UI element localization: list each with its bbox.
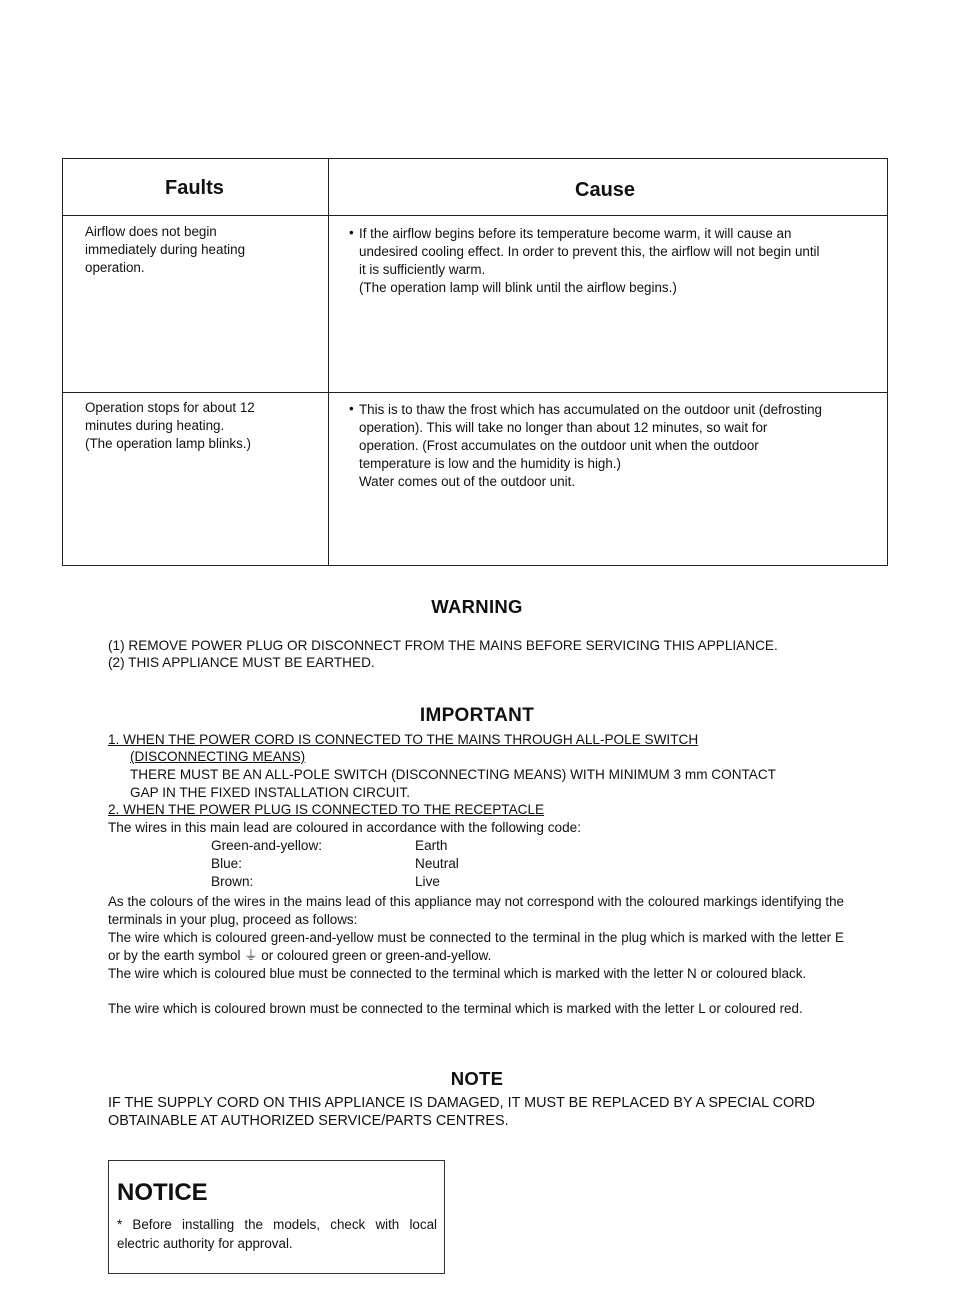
- important-item-2-heading: 2. WHEN THE POWER PLUG IS CONNECTED TO THE RECEPTACLE: [108, 802, 545, 817]
- important-item-1-body: THERE MUST BE AN ALL-POLE SWITCH (DISCONNECTING MEANS) WITH MINIMUM 3 mm CONTACT: [130, 767, 776, 782]
- cause-cell: This is to thaw the frost which has accumulated on the outdoor unit (defrosting operation). This will take no longer than about 12 minutes, so wait for operation. (Frost accumulates on the outdoor unit when the outdoor temperature is low and the humidity is high.) Water comes out of the outdoor unit.: [359, 402, 822, 489]
- warning-title: WARNING: [431, 596, 523, 617]
- cause-header: Cause: [575, 179, 636, 201]
- notice-box: [108, 1160, 445, 1274]
- wire-colour: Blue:: [211, 856, 242, 871]
- faults-table: [62, 158, 888, 566]
- faults-header: Faults: [165, 177, 224, 199]
- cause-cell: If the airflow begins before its temperature become warm, it will cause an undesired cooling effect. In order to prevent this, the airflow will not begin until it is sufficiently warm. (The operation lamp will blink until the airflow begins.): [359, 226, 820, 295]
- header-divider: [63, 215, 887, 216]
- wires-intro: The wires in this main lead are coloured in accordance with the following code:: [108, 820, 582, 835]
- note-title: NOTE: [450, 1068, 504, 1089]
- instruction-paragraph: The wire which is coloured green-and-yellow must be connected to the terminal in the plug which is marked with the letter E or by the earth symbol ⏚ or coloured green or green-and-yellow.: [108, 930, 844, 963]
- note-text: IF THE SUPPLY CORD ON THIS APPLIANCE IS DAMAGED, IT MUST BE REPLACED BY A SPECIAL CORD: [108, 1095, 815, 1111]
- warning-item: (2) THIS APPLIANCE MUST BE EARTHED.: [108, 655, 375, 670]
- notice-text: * Before installing the models, check with local electric authority for approval.: [117, 1217, 437, 1251]
- bullet-icon: •: [349, 225, 354, 240]
- important-title: IMPORTANT: [419, 705, 535, 726]
- note-text: OBTAINABLE AT AUTHORIZED SERVICE/PARTS CENTRES.: [108, 1113, 509, 1129]
- warning-item: (1) REMOVE POWER PLUG OR DISCONNECT FROM THE MAINS BEFORE SERVICING THIS APPLIANCE.: [108, 638, 778, 653]
- wire-meaning: Live: [415, 874, 440, 889]
- wire-meaning: Neutral: [415, 856, 459, 871]
- instruction-paragraph: As the colours of the wires in the mains lead of this appliance may not correspond with the coloured markings identifying the terminals in your plug, proceed as follows:: [108, 894, 844, 927]
- row-divider: [63, 392, 887, 393]
- important-item-1-heading-cont: (DISCONNECTING MEANS): [130, 749, 306, 764]
- important-item-1-body: GAP IN THE FIXED INSTALLATION CIRCUIT.: [130, 785, 410, 800]
- important-item-1-heading: 1. WHEN THE POWER CORD IS CONNECTED TO THE MAINS THROUGH ALL-POLE SWITCH: [108, 732, 699, 747]
- notice-title: NOTICE: [117, 1179, 208, 1206]
- column-divider: [328, 159, 329, 565]
- wire-colour: Green-and-yellow:: [211, 838, 323, 853]
- fault-cell: Airflow does not begin immediately during heating operation.: [85, 224, 246, 275]
- bullet-icon: •: [349, 401, 354, 416]
- wire-meaning: Earth: [415, 838, 448, 853]
- instruction-paragraph: The wire which is coloured brown must be connected to the terminal which is marked with the letter L or coloured red.: [108, 1001, 803, 1016]
- wire-colour: Brown:: [211, 874, 254, 889]
- fault-cell: Operation stops for about 12 minutes during heating. (The operation lamp blinks.): [85, 400, 255, 451]
- instruction-paragraph: The wire which is coloured blue must be connected to the terminal which is marked with the letter N or coloured black.: [108, 966, 807, 981]
